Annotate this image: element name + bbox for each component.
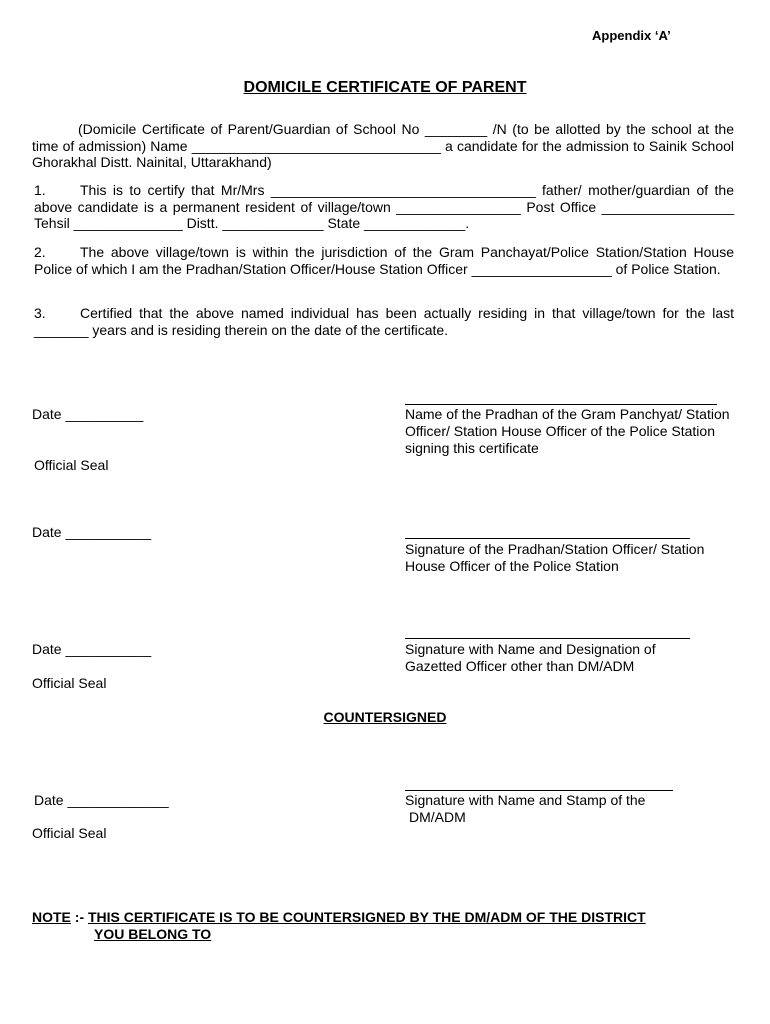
- official-seal-3: Official Seal: [32, 675, 107, 691]
- official-seal-4: Official Seal: [32, 825, 107, 841]
- paragraph-1-text: This is to certify that Mr/Mrs __________________________________ father/ mother/guardian of the above candidate is a permanent resident of village/town ________________ Post Office _________________ Tehsil ______________ Distt. _____________ State _____________.: [34, 182, 734, 231]
- note-label: NOTE: [32, 909, 71, 925]
- note: [32, 909, 734, 926]
- note-line-1: THIS CERTIFICATE IS TO BE COUNTERSIGNED BY THE DM/ADM OF THE DISTRICT: [88, 909, 646, 925]
- paragraph-2-text: The above village/town is within the jurisdiction of the Gram Panchayat/Police Station/Station House Police of which I am the Pradhan/Station Officer/House Station Officer __________________ of Police Station.: [34, 244, 734, 277]
- signature-caption-4-line1: Signature with Name and Stamp of the: [405, 792, 646, 808]
- signature-caption-4-line2: DM/ADM: [409, 809, 466, 825]
- signature-line-4: [405, 790, 673, 791]
- intro-paragraph: [32, 121, 734, 171]
- note-line-2: YOU BELONG TO: [94, 926, 212, 942]
- countersigned-heading: COUNTERSIGNED: [323, 709, 447, 725]
- signature-line-3: [405, 638, 690, 639]
- signature-caption-1: Name of the Pradhan of the Gram Panchyat/ Station Officer/ Station House Officer of the Police Station signing this certificate: [405, 406, 730, 456]
- paragraph-1-number: 1.: [34, 182, 46, 198]
- appendix-label: Appendix ‘A’: [592, 28, 671, 43]
- document-title: DOMICILE CERTIFICATE OF PARENT: [243, 79, 527, 96]
- paragraph-1: [34, 182, 734, 232]
- date-field-4: Date _____________: [34, 792, 169, 808]
- paragraph-3-text: Certified that the above named individual has been actually residing in that village/town for the last _______ years and is residing therein on the date of the certificate.: [34, 305, 734, 338]
- signature-line-2: [405, 538, 690, 539]
- signature-caption-2: Signature of the Pradhan/Station Officer/ Station House Officer of the Police Station: [405, 541, 705, 574]
- date-field-2: Date ___________: [32, 524, 152, 540]
- date-field-3: Date ___________: [32, 641, 152, 657]
- note-separator: :-: [70, 909, 88, 925]
- paragraph-2: [34, 244, 734, 277]
- official-seal-1: Official Seal: [34, 457, 109, 473]
- date-field-1: Date __________: [32, 406, 144, 422]
- paragraph-3: [34, 305, 734, 338]
- intro-text: (Domicile Certificate of Parent/Guardian of School No ________ /N (to be allotted by the school at the time of admission) Name ________________________________ a candidate for the admission to Sainik School Ghorakhal Distt. Nainital, Uttarakhand): [32, 121, 734, 170]
- signature-line-1: [405, 404, 717, 405]
- paragraph-2-number: 2.: [34, 244, 46, 260]
- signature-caption-3: Signature with Name and Designation of Gazetted Officer other than DM/ADM: [405, 641, 656, 674]
- paragraph-3-number: 3.: [34, 305, 46, 321]
